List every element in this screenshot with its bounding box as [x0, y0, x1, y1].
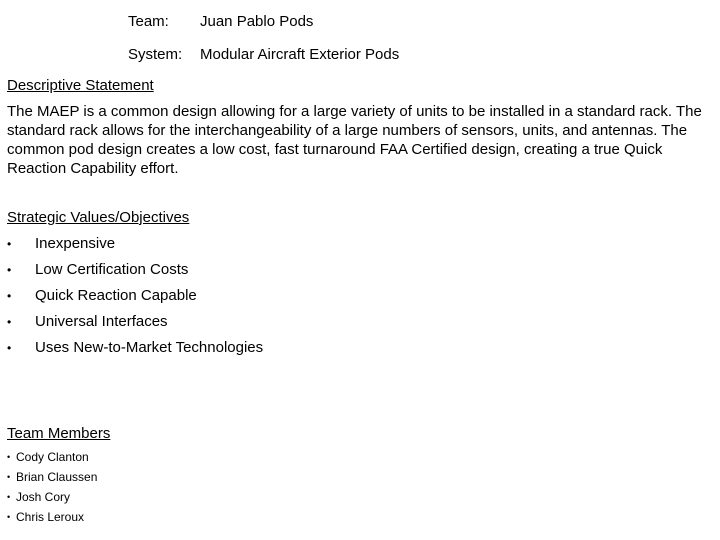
bullet-icon: •	[7, 315, 12, 329]
descriptive-statement-title: Descriptive Statement	[7, 77, 154, 94]
team-line	[128, 13, 313, 31]
list-item	[7, 507, 97, 527]
list-item	[7, 309, 263, 335]
team-value: Juan Pablo Pods	[200, 13, 314, 30]
list-item	[7, 335, 263, 361]
bullet-icon: •	[7, 472, 11, 482]
list-item	[7, 487, 97, 507]
member-name: Cody Clanton	[16, 450, 89, 464]
list-item	[7, 231, 263, 257]
bullet-icon: •	[7, 263, 12, 277]
bullet-icon: •	[7, 289, 12, 303]
member-name: Brian Claussen	[16, 470, 98, 484]
list-item	[7, 257, 263, 283]
system-value: Modular Aircraft Exterior Pods	[200, 46, 400, 63]
system-line	[128, 46, 399, 64]
list-item-label: Uses New-to-Market Technologies	[35, 339, 264, 356]
team-members-list	[7, 447, 97, 527]
list-item-label: Quick Reaction Capable	[35, 287, 197, 304]
strategic-values-list	[7, 231, 263, 361]
list-item-label: Universal Interfaces	[35, 313, 168, 330]
list-item	[7, 447, 97, 467]
list-item-label: Inexpensive	[35, 235, 116, 252]
bullet-icon: •	[7, 492, 11, 502]
bullet-icon: •	[7, 512, 11, 522]
member-name: Josh Cory	[16, 490, 71, 504]
bullet-icon: •	[7, 452, 11, 462]
member-name: Chris Leroux	[16, 510, 85, 524]
list-item	[7, 283, 263, 309]
list-item	[7, 467, 97, 487]
team-members-title: Team Members	[7, 425, 111, 442]
system-label: System:	[128, 46, 183, 63]
bullet-icon: •	[7, 341, 12, 355]
team-label: Team:	[128, 13, 169, 30]
strategic-values-title: Strategic Values/Objectives	[7, 209, 190, 226]
descriptive-statement-text: The MAEP is a common design allowing for a large variety of units to be installed in a standard rack. The standard rack allows for the interchangeability of a large numbers of sensors, units, and antennas. The common pod design creates a low cost, fast turnaround FAA Certified design, creating a true Quick Reaction Capability effort.	[7, 103, 702, 177]
list-item-label: Low Certification Costs	[35, 261, 189, 278]
bullet-icon: •	[7, 237, 12, 251]
